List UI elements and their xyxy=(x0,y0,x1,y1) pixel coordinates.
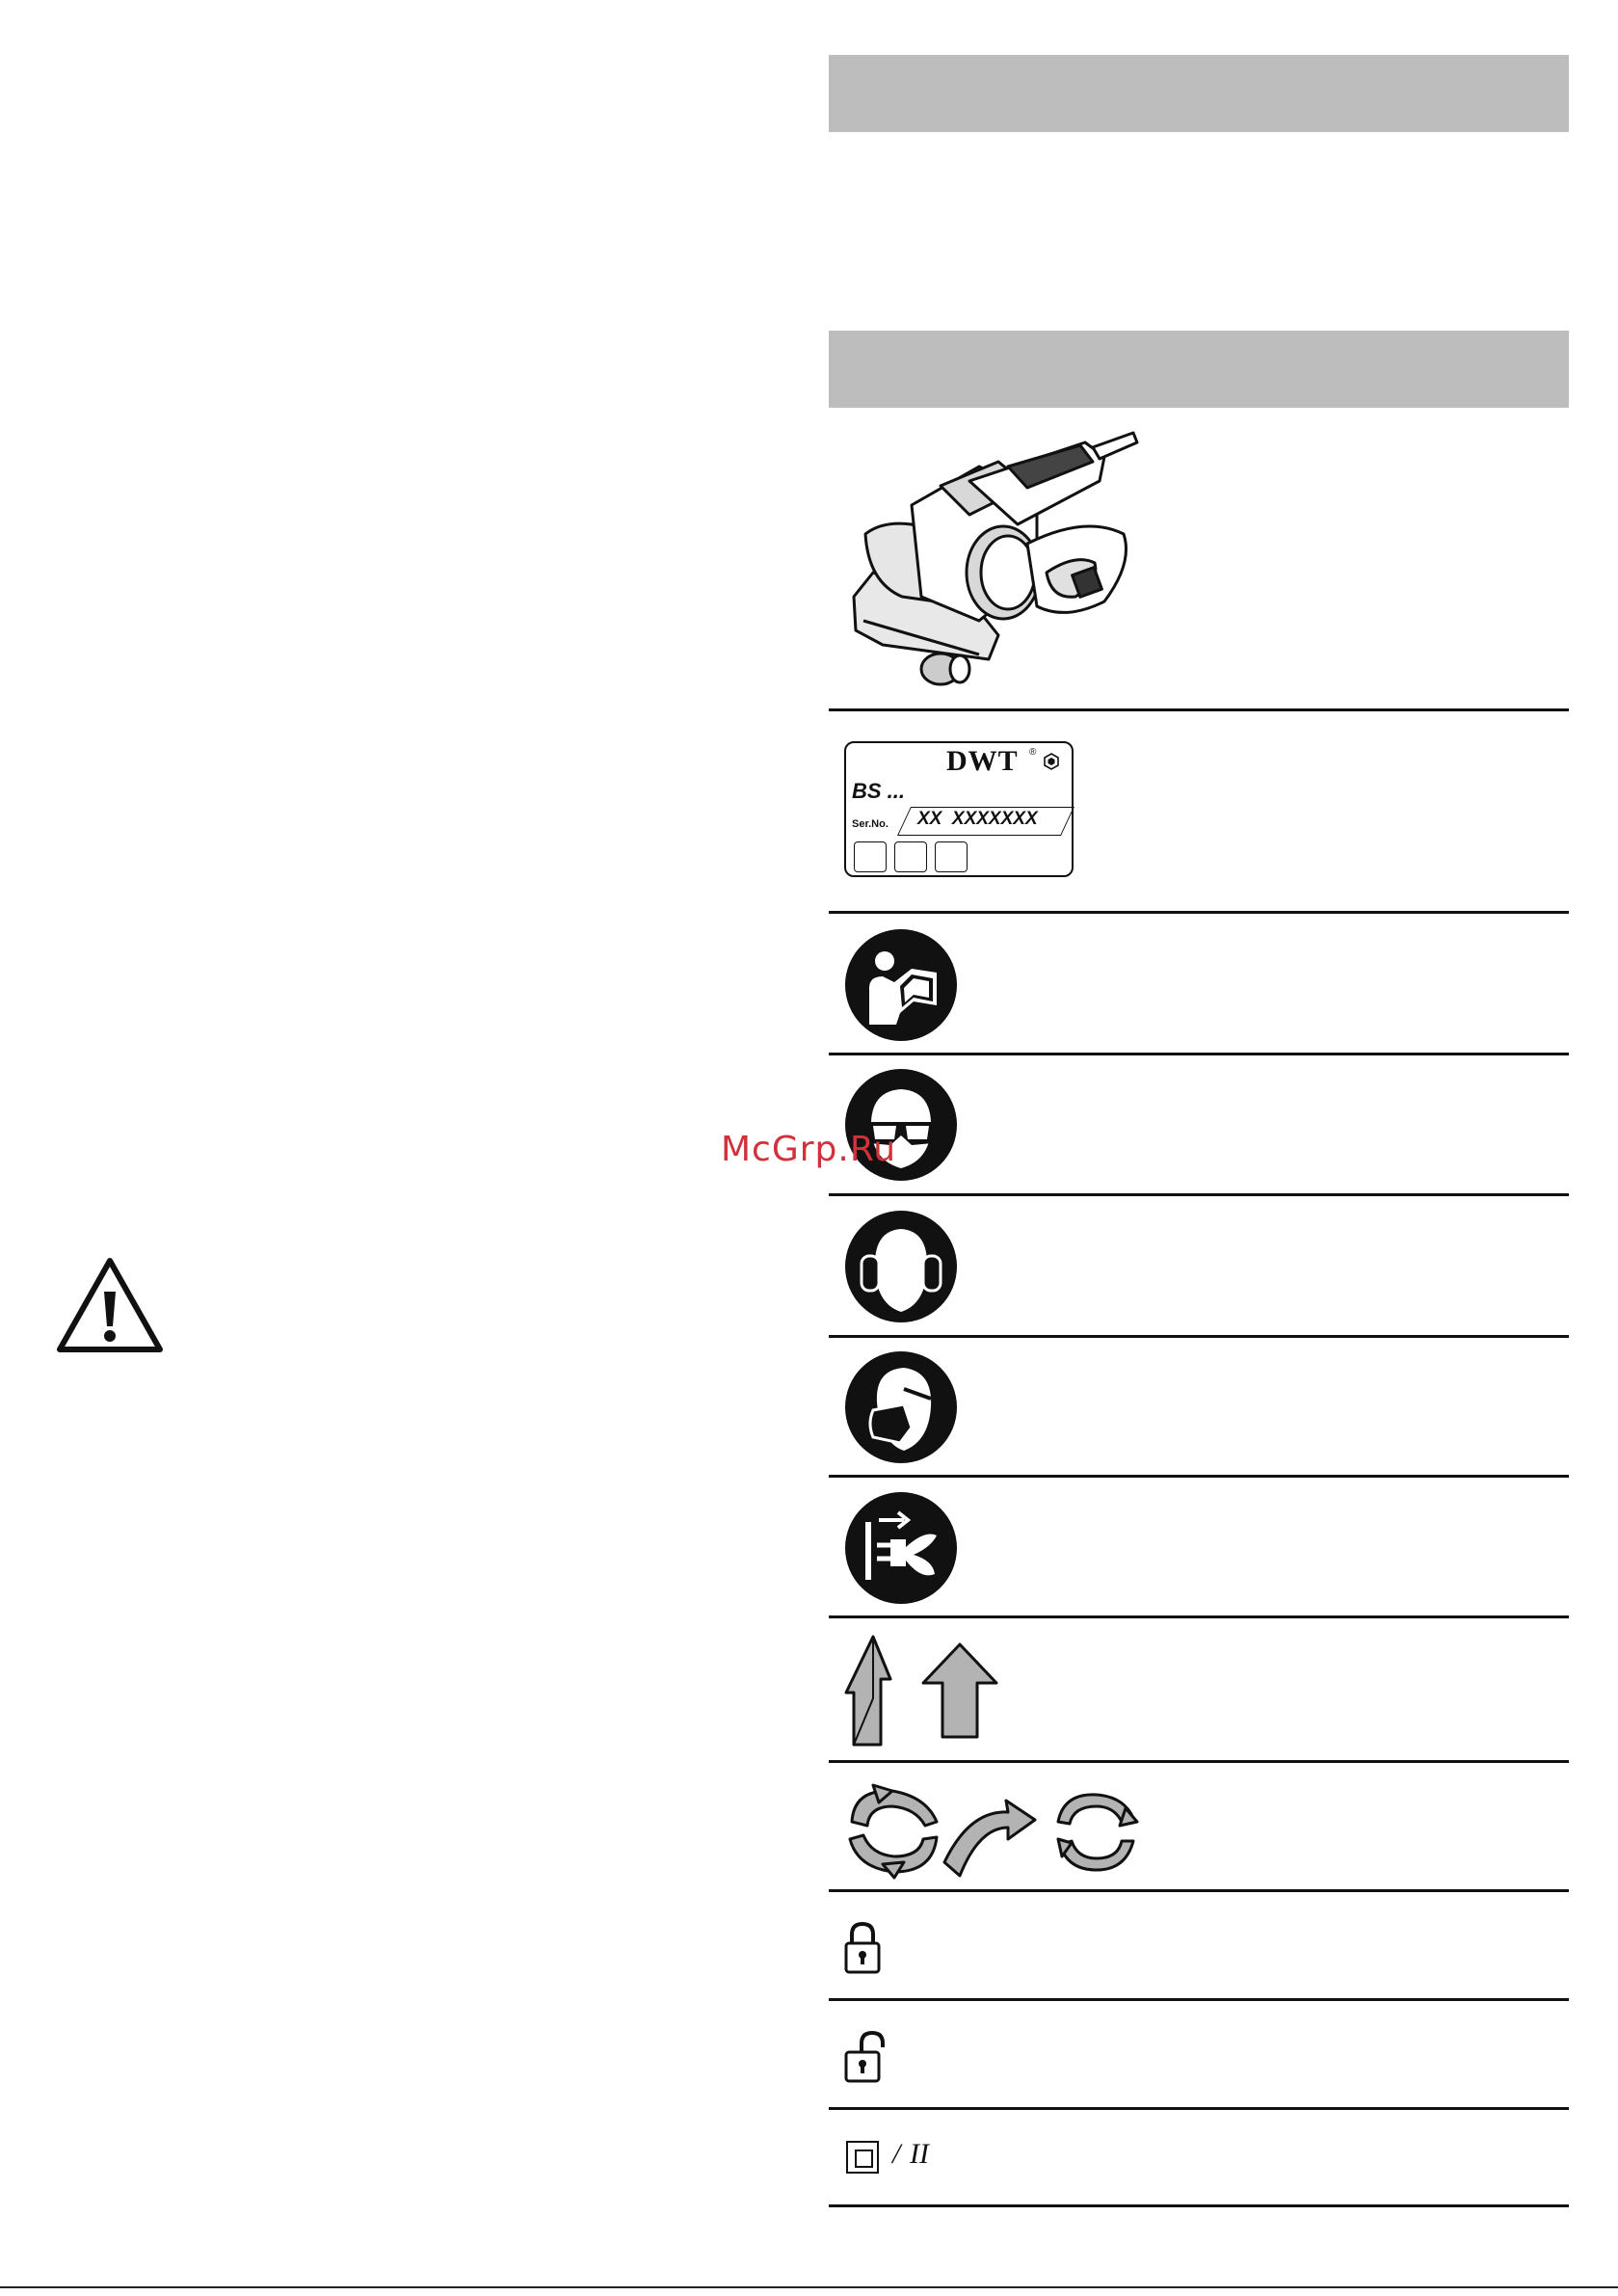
class-ii-separator: / xyxy=(892,2138,901,2170)
registered-mark: ® xyxy=(1029,747,1037,758)
class-ii-icon xyxy=(846,2141,879,2174)
divider xyxy=(829,2204,1569,2207)
read-manual-icon xyxy=(844,928,958,1042)
belt-sander-drawing xyxy=(844,428,1143,690)
class-ii-inner-square xyxy=(855,2149,873,2168)
divider xyxy=(829,1053,1569,1055)
divider xyxy=(829,1193,1569,1196)
divider xyxy=(829,1615,1569,1618)
watermark: McGrp.Ru xyxy=(721,1130,897,1169)
cert-box-2 xyxy=(894,841,927,872)
unlock-icon xyxy=(844,2030,887,2084)
rating-plate xyxy=(844,741,1074,877)
lock-icon xyxy=(844,1921,881,1975)
page-bottom-edge xyxy=(0,2286,1618,2288)
warning-triangle-icon xyxy=(54,1255,166,1355)
section-header-bar-1 xyxy=(829,55,1569,132)
cert-box-3 xyxy=(935,841,968,872)
cert-box-1 xyxy=(854,841,887,872)
brand-hex-icon xyxy=(1043,753,1060,770)
divider xyxy=(829,911,1569,914)
divider xyxy=(829,1889,1569,1892)
brand-logo: DWT xyxy=(946,745,1019,777)
divider xyxy=(829,1475,1569,1478)
class-ii-numeral: II xyxy=(910,2138,929,2170)
serial-value: XX XXXXXXX xyxy=(917,809,1038,829)
divider xyxy=(829,2107,1569,2110)
model-label: BS ... xyxy=(852,779,906,803)
section-header-bar-2 xyxy=(829,331,1569,408)
ear-protection-icon xyxy=(844,1210,958,1323)
divider xyxy=(829,1335,1569,1338)
divider xyxy=(829,708,1569,711)
arrow-direction-icon xyxy=(842,1631,1006,1749)
serial-label: Ser.No. xyxy=(852,818,889,830)
rotation-direction-icon xyxy=(844,1783,1143,1880)
divider xyxy=(829,1760,1569,1763)
unplug-icon xyxy=(844,1491,958,1605)
dust-mask-icon xyxy=(844,1350,958,1464)
divider xyxy=(829,1998,1569,2001)
